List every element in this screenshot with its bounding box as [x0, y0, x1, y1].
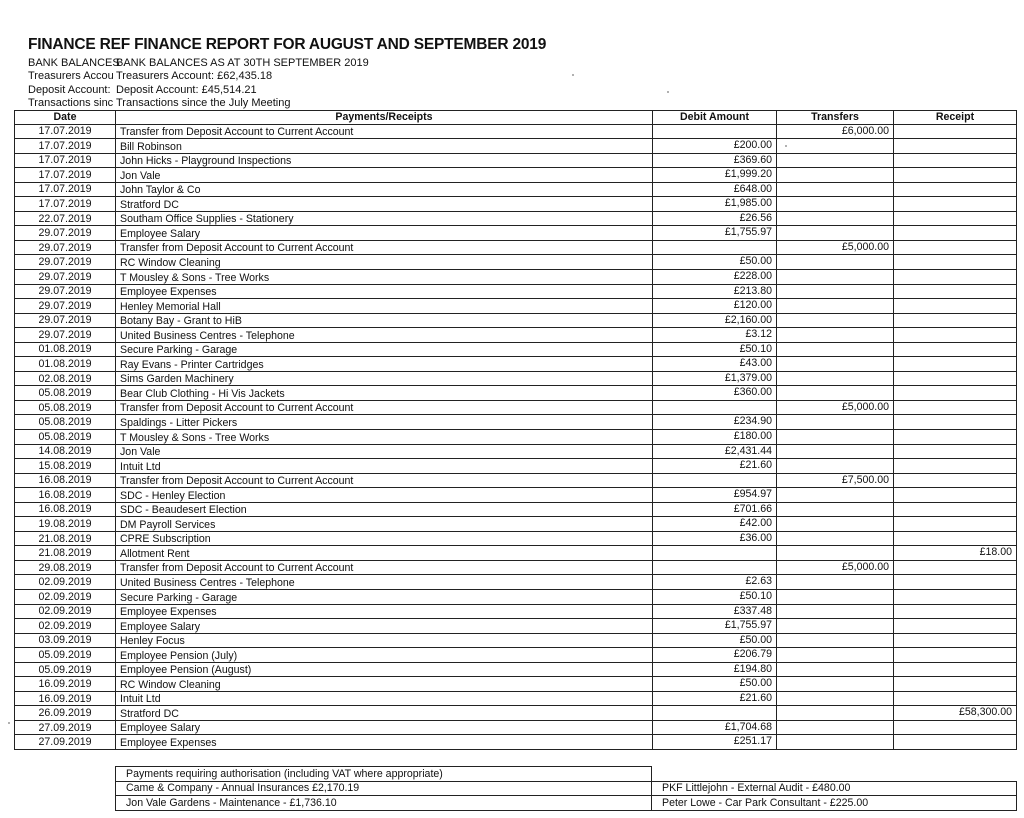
table-row: [15, 255, 1017, 270]
row-date: 05.09.2019: [15, 662, 116, 677]
row-description: Transfer from Deposit Account to Current Account: [116, 473, 653, 488]
row-description: Botany Bay - Grant to HiB: [116, 313, 653, 328]
row-receipt: [894, 560, 1017, 575]
row-transfer: [777, 735, 894, 750]
transactions-table: [14, 110, 1017, 750]
row-description: United Business Centres - Telephone: [116, 328, 653, 343]
row-description: Stratford DC: [116, 706, 653, 721]
row-description: Jon Vale: [116, 168, 653, 183]
row-transfer: [777, 168, 894, 183]
column-header-receipt: Receipt: [894, 111, 1017, 125]
row-receipt: [894, 386, 1017, 401]
row-debit-amount: £360.00: [653, 386, 777, 401]
table-row: [15, 648, 1017, 663]
row-date: 29.07.2019: [15, 226, 116, 241]
row-transfer: [777, 284, 894, 299]
row-date: 16.09.2019: [15, 691, 116, 706]
table-row: [15, 139, 1017, 154]
row-description: Transfer from Deposit Account to Current Account: [116, 124, 653, 139]
row-description: Intuit Ltd: [116, 459, 653, 474]
row-date: 27.09.2019: [15, 735, 116, 750]
row-date: 15.08.2019: [15, 459, 116, 474]
header-right-text: Deposit Account: £45,514.21: [116, 84, 257, 96]
table-row: [15, 735, 1017, 750]
row-description: DM Payroll Services: [116, 517, 653, 532]
row-debit-amount: £1,704.68: [653, 720, 777, 735]
row-receipt: [894, 240, 1017, 255]
row-receipt: [894, 211, 1017, 226]
table-row: [15, 197, 1017, 212]
header-left-fragment: BANK BALANCES .: [28, 57, 126, 69]
table-row: [15, 342, 1017, 357]
table-row: [15, 168, 1017, 183]
row-date: 02.08.2019: [15, 371, 116, 386]
row-date: 29.08.2019: [15, 560, 116, 575]
table-row: [15, 604, 1017, 619]
row-date: 05.08.2019: [15, 429, 116, 444]
authorisation-item: Came & Company - Annual Insurances £2,170.19: [116, 781, 652, 796]
row-date: 29.07.2019: [15, 269, 116, 284]
row-debit-amount: £206.79: [653, 648, 777, 663]
row-date: 21.08.2019: [15, 531, 116, 546]
row-transfer: [777, 517, 894, 532]
row-date: 17.07.2019: [15, 153, 116, 168]
header-right-text: BANK BALANCES AS AT 30TH SEPTEMBER 2019: [116, 57, 369, 69]
column-header-payments-receipts: Payments/Receipts: [116, 111, 653, 125]
row-date: 29.07.2019: [15, 328, 116, 343]
authorisation-empty-cell: [652, 767, 1017, 782]
row-debit-amount: [653, 706, 777, 721]
table-row: [15, 502, 1017, 517]
row-debit-amount: £1,379.00: [653, 371, 777, 386]
row-debit-amount: £234.90: [653, 415, 777, 430]
row-transfer: [777, 546, 894, 561]
scan-speck: [667, 91, 669, 93]
table-row: [15, 357, 1017, 372]
table-row: [15, 284, 1017, 299]
row-date: 22.07.2019: [15, 211, 116, 226]
row-description: John Hicks - Playground Inspections: [116, 153, 653, 168]
row-description: T Mousley & Sons - Tree Works: [116, 269, 653, 284]
row-description: Transfer from Deposit Account to Current Account: [116, 400, 653, 415]
row-date: 02.09.2019: [15, 575, 116, 590]
row-date: 29.07.2019: [15, 240, 116, 255]
row-description: Henley Focus: [116, 633, 653, 648]
row-receipt: [894, 691, 1017, 706]
row-transfer: [777, 371, 894, 386]
row-date: 03.09.2019: [15, 633, 116, 648]
row-transfer: [777, 444, 894, 459]
table-row: [15, 546, 1017, 561]
row-receipt: [894, 197, 1017, 212]
table-row: [15, 313, 1017, 328]
row-description: Employee Pension (July): [116, 648, 653, 663]
row-receipt: [894, 269, 1017, 284]
row-debit-amount: £1,755.97: [653, 619, 777, 634]
row-transfer: [777, 459, 894, 474]
row-receipt: [894, 328, 1017, 343]
row-description: Transfer from Deposit Account to Current Account: [116, 560, 653, 575]
row-description: Employee Salary: [116, 226, 653, 241]
row-debit-amount: £228.00: [653, 269, 777, 284]
table-row: [15, 662, 1017, 677]
row-date: 02.09.2019: [15, 590, 116, 605]
row-description: Allotment Rent: [116, 546, 653, 561]
row-transfer: [777, 590, 894, 605]
table-row: [15, 386, 1017, 401]
row-receipt: [894, 342, 1017, 357]
header-right-text: Treasurers Account: £62,435.18: [116, 70, 273, 82]
row-debit-amount: £2,431.44: [653, 444, 777, 459]
row-receipt: [894, 720, 1017, 735]
table-row: [15, 488, 1017, 503]
row-transfer: [777, 633, 894, 648]
authorisation-table: [115, 766, 1017, 811]
header-left-fragment: Deposit Account:: [28, 84, 111, 96]
column-header-debit-amount: Debit Amount: [653, 111, 777, 125]
row-debit-amount: £21.60: [653, 691, 777, 706]
row-description: John Taylor & Co: [116, 182, 653, 197]
row-description: Jon Vale: [116, 444, 653, 459]
row-transfer: [777, 488, 894, 503]
row-debit-amount: [653, 240, 777, 255]
row-description: Employee Expenses: [116, 284, 653, 299]
row-debit-amount: £251.17: [653, 735, 777, 750]
row-transfer: [777, 415, 894, 430]
row-debit-amount: £1,985.00: [653, 197, 777, 212]
table-header-row: [15, 111, 1017, 125]
row-debit-amount: £200.00: [653, 139, 777, 154]
row-receipt: [894, 648, 1017, 663]
row-transfer: £5,000.00: [777, 560, 894, 575]
row-transfer: [777, 386, 894, 401]
row-debit-amount: [653, 400, 777, 415]
row-description: Southam Office Supplies - Stationery: [116, 211, 653, 226]
row-description: Employee Expenses: [116, 735, 653, 750]
row-date: 17.07.2019: [15, 168, 116, 183]
row-date: 19.08.2019: [15, 517, 116, 532]
table-row: [15, 269, 1017, 284]
page-title: FINANCE REF FINANCE REPORT FOR AUGUST AND SEPTEMBER 2019: [28, 36, 547, 53]
row-date: 29.07.2019: [15, 313, 116, 328]
row-description: Transfer from Deposit Account to Current Account: [116, 240, 653, 255]
row-receipt: [894, 284, 1017, 299]
table-row: [15, 429, 1017, 444]
column-header-transfers: Transfers: [777, 111, 894, 125]
transactions-body: [15, 124, 1017, 750]
row-description: Spaldings - Litter Pickers: [116, 415, 653, 430]
row-description: Employee Pension (August): [116, 662, 653, 677]
authorisation-heading: Payments requiring authorisation (including VAT where appropriate): [116, 767, 652, 782]
row-debit-amount: £50.00: [653, 633, 777, 648]
header-left-fragment: Transactions sinc: [28, 97, 114, 109]
header-left-fragment: Treasurers Accou: [28, 70, 114, 82]
row-date: 01.08.2019: [15, 342, 116, 357]
row-transfer: [777, 531, 894, 546]
row-transfer: [777, 342, 894, 357]
row-description: T Mousley & Sons - Tree Works: [116, 429, 653, 444]
row-debit-amount: £369.60: [653, 153, 777, 168]
row-receipt: [894, 575, 1017, 590]
authorisation-item: PKF Littlejohn - External Audit - £480.00: [652, 781, 1017, 796]
row-debit-amount: £42.00: [653, 517, 777, 532]
row-transfer: [777, 211, 894, 226]
table-row: [15, 633, 1017, 648]
table-row: [15, 619, 1017, 634]
table-row: [15, 691, 1017, 706]
row-debit-amount: £3.12: [653, 328, 777, 343]
row-date: 29.07.2019: [15, 255, 116, 270]
row-description: Employee Salary: [116, 619, 653, 634]
table-row: [15, 328, 1017, 343]
table-row: [15, 299, 1017, 314]
row-debit-amount: [653, 560, 777, 575]
authorisation-row: [116, 781, 1017, 796]
row-transfer: [777, 575, 894, 590]
row-date: 29.07.2019: [15, 299, 116, 314]
row-transfer: [777, 197, 894, 212]
row-debit-amount: £701.66: [653, 502, 777, 517]
row-receipt: [894, 357, 1017, 372]
row-description: RC Window Cleaning: [116, 255, 653, 270]
row-transfer: £5,000.00: [777, 400, 894, 415]
authorisation-heading-row: [116, 767, 1017, 782]
table-row: [15, 153, 1017, 168]
row-debit-amount: [653, 546, 777, 561]
table-row: [15, 124, 1017, 139]
table-row: [15, 720, 1017, 735]
row-debit-amount: £213.80: [653, 284, 777, 299]
row-receipt: [894, 517, 1017, 532]
row-date: 14.08.2019: [15, 444, 116, 459]
row-transfer: [777, 313, 894, 328]
row-receipt: [894, 400, 1017, 415]
row-receipt: [894, 531, 1017, 546]
row-transfer: [777, 619, 894, 634]
row-date: 17.07.2019: [15, 139, 116, 154]
row-receipt: [894, 444, 1017, 459]
row-description: Secure Parking - Garage: [116, 342, 653, 357]
row-receipt: [894, 735, 1017, 750]
scan-speck: [572, 74, 574, 76]
row-description: Employee Expenses: [116, 604, 653, 619]
row-date: 02.09.2019: [15, 619, 116, 634]
row-transfer: [777, 139, 894, 154]
column-header-date: Date: [15, 111, 116, 125]
row-date: 26.09.2019: [15, 706, 116, 721]
table-row: [15, 444, 1017, 459]
row-debit-amount: [653, 473, 777, 488]
row-debit-amount: £1,755.97: [653, 226, 777, 241]
row-receipt: [894, 662, 1017, 677]
row-debit-amount: £1,999.20: [653, 168, 777, 183]
header-right-text: Transactions since the July Meeting: [116, 97, 291, 109]
row-receipt: [894, 590, 1017, 605]
scan-speck: [8, 722, 10, 724]
row-receipt: [894, 313, 1017, 328]
authorisation-row: [116, 796, 1017, 811]
row-receipt: [894, 473, 1017, 488]
row-debit-amount: £194.80: [653, 662, 777, 677]
row-transfer: [777, 153, 894, 168]
row-description: Secure Parking - Garage: [116, 590, 653, 605]
row-debit-amount: £36.00: [653, 531, 777, 546]
row-transfer: £5,000.00: [777, 240, 894, 255]
row-transfer: [777, 328, 894, 343]
row-debit-amount: £50.10: [653, 342, 777, 357]
row-description: Bear Club Clothing - Hi Vis Jackets: [116, 386, 653, 401]
row-date: 05.08.2019: [15, 415, 116, 430]
row-receipt: [894, 429, 1017, 444]
row-transfer: [777, 604, 894, 619]
row-transfer: [777, 226, 894, 241]
row-debit-amount: £954.97: [653, 488, 777, 503]
table-row: [15, 473, 1017, 488]
table-row: [15, 560, 1017, 575]
row-date: 16.08.2019: [15, 502, 116, 517]
row-transfer: [777, 269, 894, 284]
row-description: SDC - Beaudesert Election: [116, 502, 653, 517]
row-description: SDC - Henley Election: [116, 488, 653, 503]
row-debit-amount: £337.48: [653, 604, 777, 619]
row-receipt: [894, 182, 1017, 197]
row-date: 29.07.2019: [15, 284, 116, 299]
row-debit-amount: £180.00: [653, 429, 777, 444]
row-description: Henley Memorial Hall: [116, 299, 653, 314]
row-debit-amount: £50.00: [653, 677, 777, 692]
row-date: 17.07.2019: [15, 197, 116, 212]
row-receipt: [894, 677, 1017, 692]
row-receipt: [894, 415, 1017, 430]
row-debit-amount: £21.60: [653, 459, 777, 474]
row-receipt: [894, 604, 1017, 619]
row-description: United Business Centres - Telephone: [116, 575, 653, 590]
row-debit-amount: £26.56: [653, 211, 777, 226]
row-description: Stratford DC: [116, 197, 653, 212]
table-row: [15, 240, 1017, 255]
table-row: [15, 182, 1017, 197]
row-debit-amount: £50.10: [653, 590, 777, 605]
row-transfer: [777, 662, 894, 677]
row-date: 17.07.2019: [15, 124, 116, 139]
row-receipt: [894, 371, 1017, 386]
table-row: [15, 459, 1017, 474]
row-transfer: £7,500.00: [777, 473, 894, 488]
row-description: Ray Evans - Printer Cartridges: [116, 357, 653, 372]
row-receipt: [894, 168, 1017, 183]
table-row: [15, 590, 1017, 605]
row-transfer: [777, 677, 894, 692]
row-receipt: [894, 633, 1017, 648]
table-row: [15, 706, 1017, 721]
row-transfer: [777, 429, 894, 444]
row-debit-amount: £2,160.00: [653, 313, 777, 328]
row-receipt: [894, 255, 1017, 270]
row-date: 16.08.2019: [15, 473, 116, 488]
row-receipt: £58,300.00: [894, 706, 1017, 721]
row-description: Bill Robinson: [116, 139, 653, 154]
row-receipt: [894, 124, 1017, 139]
row-transfer: [777, 502, 894, 517]
row-transfer: [777, 182, 894, 197]
row-receipt: [894, 459, 1017, 474]
row-description: Sims Garden Machinery: [116, 371, 653, 386]
row-transfer: [777, 299, 894, 314]
row-description: Intuit Ltd: [116, 691, 653, 706]
row-description: Employee Salary: [116, 720, 653, 735]
table-row: [15, 677, 1017, 692]
row-transfer: [777, 357, 894, 372]
row-date: 05.09.2019: [15, 648, 116, 663]
table-row: [15, 371, 1017, 386]
row-debit-amount: £2.63: [653, 575, 777, 590]
row-date: 05.08.2019: [15, 386, 116, 401]
authorisation-item: Peter Lowe - Car Park Consultant - £225.00: [652, 796, 1017, 811]
row-transfer: [777, 691, 894, 706]
table-row: [15, 211, 1017, 226]
row-receipt: [894, 139, 1017, 154]
row-date: 21.08.2019: [15, 546, 116, 561]
row-debit-amount: £648.00: [653, 182, 777, 197]
row-debit-amount: £50.00: [653, 255, 777, 270]
table-row: [15, 531, 1017, 546]
table-row: [15, 415, 1017, 430]
row-receipt: [894, 299, 1017, 314]
row-transfer: [777, 255, 894, 270]
row-date: 27.09.2019: [15, 720, 116, 735]
table-row: [15, 575, 1017, 590]
row-description: CPRE Subscription: [116, 531, 653, 546]
row-receipt: [894, 488, 1017, 503]
authorisation-item: Jon Vale Gardens - Maintenance - £1,736.10: [116, 796, 652, 811]
table-row: [15, 517, 1017, 532]
row-debit-amount: £120.00: [653, 299, 777, 314]
row-date: 16.08.2019: [15, 488, 116, 503]
row-description: RC Window Cleaning: [116, 677, 653, 692]
row-date: 17.07.2019: [15, 182, 116, 197]
row-receipt: [894, 226, 1017, 241]
row-transfer: [777, 648, 894, 663]
table-row: [15, 226, 1017, 241]
row-receipt: £18.00: [894, 546, 1017, 561]
row-date: 01.08.2019: [15, 357, 116, 372]
row-debit-amount: £43.00: [653, 357, 777, 372]
row-transfer: £6,000.00: [777, 124, 894, 139]
row-receipt: [894, 502, 1017, 517]
table-row: [15, 400, 1017, 415]
row-date: 02.09.2019: [15, 604, 116, 619]
row-transfer: [777, 706, 894, 721]
row-transfer: [777, 720, 894, 735]
row-receipt: [894, 619, 1017, 634]
row-date: 05.08.2019: [15, 400, 116, 415]
row-receipt: [894, 153, 1017, 168]
row-date: 16.09.2019: [15, 677, 116, 692]
row-debit-amount: [653, 124, 777, 139]
